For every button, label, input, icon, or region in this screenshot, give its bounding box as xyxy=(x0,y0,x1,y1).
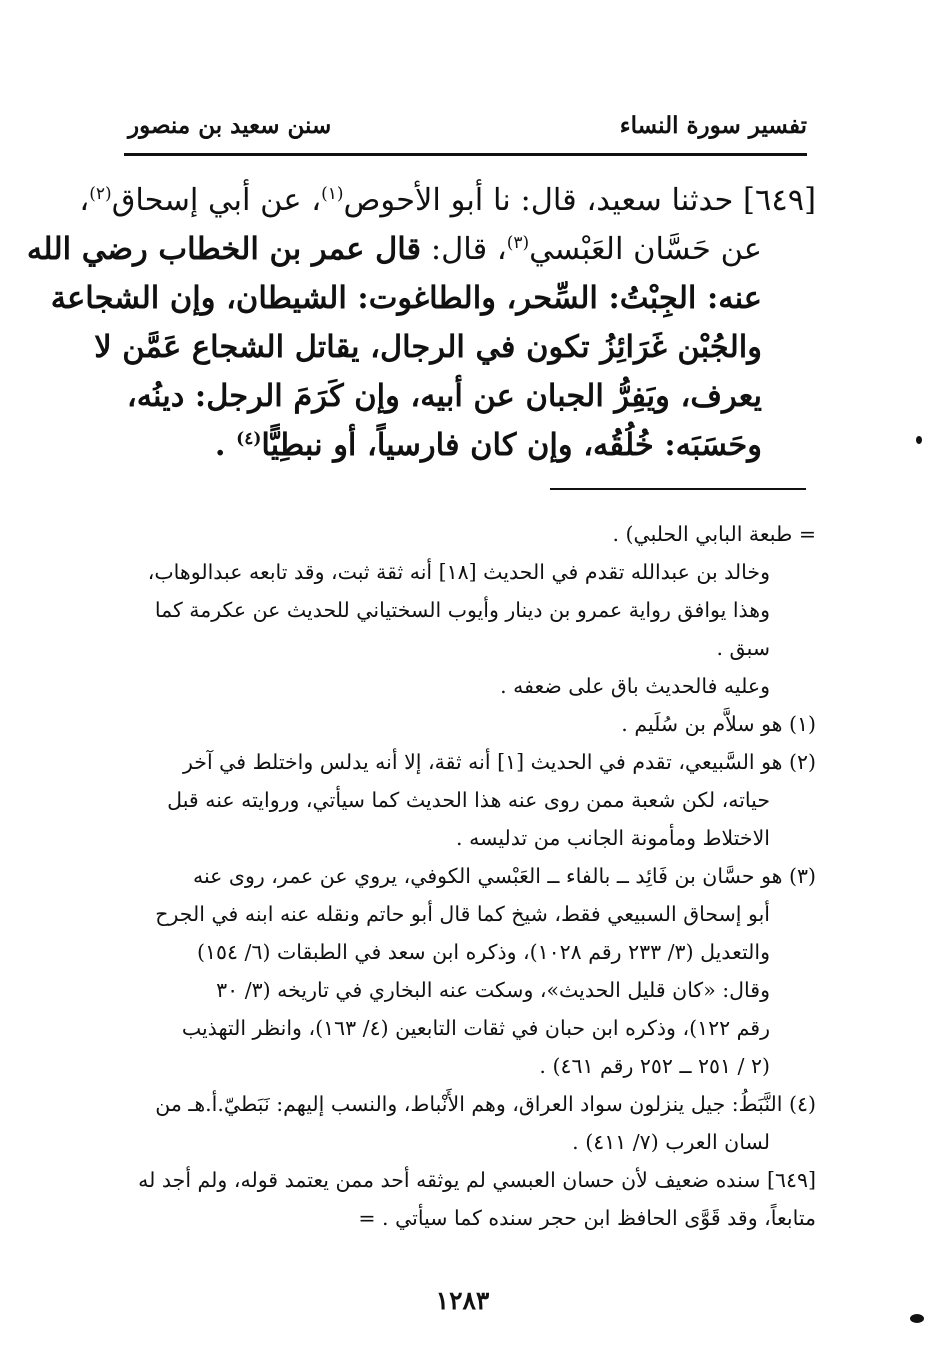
footnote-ref-4: (٤) xyxy=(236,428,262,449)
hadith-line-2-part-a: عن حَسَّان العَبْسي xyxy=(529,232,762,267)
hadith-line-6 xyxy=(110,421,816,470)
footnote-line: أبو إسحاق السبيعي فقط، شيخ كما قال أبو حاتم ونقله عنه ابنه في الجرح xyxy=(155,902,770,926)
footnote-3: (٣) هو حسَّان بن فَائِد ــ بالفاء ــ العَبْسي الكوفي، يروي عن عمر، روى عنه xyxy=(192,864,816,888)
hadith-line-4: والجُبْن غَرَائِزُ تكون في الرجال، يقاتل الشجاع عَمَّن لا xyxy=(94,329,762,365)
footnote-1: (١) هو سلاَّم بن سُلَيم . xyxy=(621,712,816,736)
footnote-divider xyxy=(550,488,806,490)
hadith-line-1-part-b: ، عن أبي إسحاق xyxy=(111,183,322,218)
footnote-4: (٤) النَّبَطُ: جيل ينزلون سواد العراق، وهم الأَنْباط، والنسب إليهم: نَبَطيّ.أ.هـ من xyxy=(155,1092,816,1116)
footnote-ref-2: (٢) xyxy=(89,183,112,204)
hadith-line-1-part-a: [٦٤٩] حدثنا سعيد، قال: نا أبو الأحوص xyxy=(343,183,816,218)
header-book-section-title: تفسير سورة النساء xyxy=(619,112,807,139)
footnote-line: = طبعة البابي الحلبي) . xyxy=(612,522,816,546)
footnote-line: وعليه فالحديث باق على ضعفه . xyxy=(500,674,770,698)
hadith-text xyxy=(26,176,816,470)
footnote-2: (٢) هو السَّبيعي، تقدم في الحديث [١] أنه ثقة، إلا أنه يدلس واختلط في آخر xyxy=(182,750,816,774)
page-number: ١٢٨٣ xyxy=(435,1286,490,1315)
footnote-line: (٢ / ٢٥١ ــ ٢٥٢ رقم ٤٦١) . xyxy=(539,1054,770,1078)
hadith-line-2-part-b: ، قال: xyxy=(421,232,507,267)
hadith-line-6-part-a: وحَسَبَه: خُلُقُه، وإن كان فارسياً، أو نبطِيًّا xyxy=(261,427,762,463)
header-book-title: سنن سعيد بن منصور xyxy=(128,112,332,139)
footnote-line: حياته، لكن شعبة ممن روى عنه هذا الحديث كما سيأتي، وروايته عنه قبل xyxy=(167,788,770,812)
hadith-line-2 xyxy=(26,225,816,274)
hadith-grading-note: [٦٤٩] سنده ضعيف لأن حسان العبسي لم يوثقه أحد ممن يعتمد قوله، ولم أجد له xyxy=(138,1168,816,1192)
footnote-line: وخالد بن عبدالله تقدم في الحديث [١٨] أنه ثقة ثبت، وقد تابعه عبدالوهاب، xyxy=(147,560,770,584)
scan-speck xyxy=(916,436,922,444)
footnote-line: والتعديل (٣/ ٢٣٣ رقم ١٠٢٨)، وذكره ابن سعد في الطبقات (٦/ ١٥٤) xyxy=(196,940,770,964)
hadith-line-5: يعرف، ويَفِرُّ الجبان عن أبيه، وإن كَرَمَ الرجل: دينُه، xyxy=(126,378,762,414)
footnote-line: الاختلاط ومأمونة الجانب من تدليسه . xyxy=(456,826,770,850)
footnote-line: وهذا يوافق رواية عمرو بن دينار وأيوب السختياني للحديث عن عكرمة كما xyxy=(154,598,770,622)
hadith-line-2-bold: قال عمر بن الخطاب رضي الله xyxy=(26,231,422,267)
scan-speck xyxy=(910,1314,924,1323)
footnote-line: رقم ١٢٢)، وذكره ابن حبان في ثقات التابعين (٤/ ١٦٣)، وانظر التهذيب xyxy=(181,1016,770,1040)
hadith-line-1 xyxy=(79,176,816,225)
footnote-line: متابعاً، وقد قَوَّى الحافظ ابن حجر سنده كما سيأتي . = xyxy=(358,1206,816,1230)
hadith-line-1-part-c: ، xyxy=(79,183,90,218)
footnotes-section xyxy=(110,515,816,1237)
footnote-line: لسان العرب (٧/ ٤١١) . xyxy=(572,1130,770,1154)
hadith-line-3: عنه: الجِبْتُ: السِّحر، والطاغوت: الشيطان، وإن الشجاعة xyxy=(50,280,762,316)
footnote-ref-3: (٣) xyxy=(506,232,530,253)
footnote-line: وقال: «كان قليل الحديث»، وسكت عنه البخاري في تاريخه (٣/ ٣٠ xyxy=(216,978,770,1002)
header-divider xyxy=(124,153,807,156)
footnote-ref-1: (١) xyxy=(321,183,344,204)
hadith-line-6-part-b: . xyxy=(214,427,237,463)
footnote-line: سبق . xyxy=(716,636,770,660)
